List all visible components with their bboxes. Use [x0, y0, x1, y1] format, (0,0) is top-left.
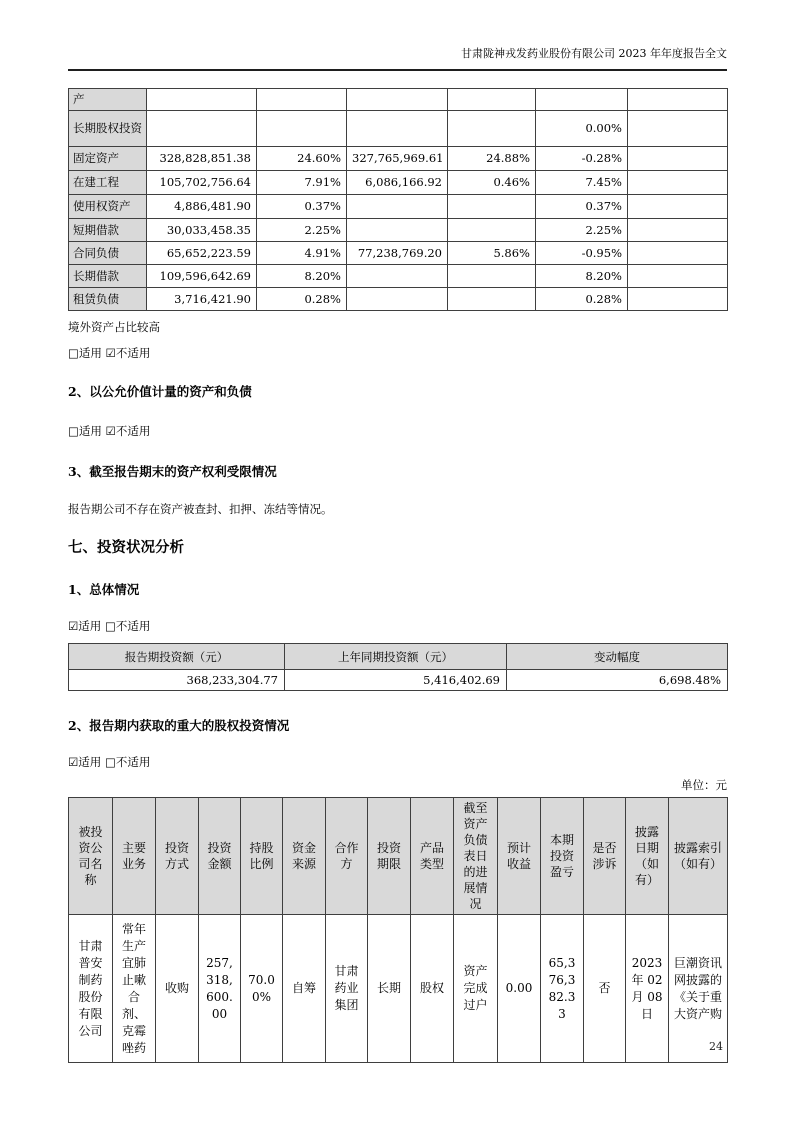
table-cell	[347, 265, 448, 288]
unit-label: 单位：元	[681, 778, 727, 792]
column-header: 披露索引（如有）	[669, 798, 728, 915]
table-cell: 368,233,304.77	[69, 670, 285, 691]
table-cell	[628, 219, 728, 242]
table-cell	[147, 111, 257, 147]
table-cell: 0.00	[498, 915, 541, 1063]
table-cell: 7.91%	[257, 171, 347, 195]
heading-equity-investment: 2、报告期内获取的重大的股权投资情况	[68, 718, 290, 733]
row-label-cell: 租赁负债	[69, 288, 147, 311]
table-cell: 甘肃药业集团	[326, 915, 368, 1063]
row-label-cell: 使用权资产	[69, 195, 147, 219]
table-cell	[448, 265, 536, 288]
table-cell: 4.91%	[257, 242, 347, 265]
heading-overall: 1、总体情况	[68, 582, 140, 597]
applicability-fair-value: □适用 ☑不适用	[68, 424, 151, 438]
table-cell: 65,376,382.33	[541, 915, 584, 1063]
table-cell: 257,318,600.00	[199, 915, 241, 1063]
table-cell	[448, 111, 536, 147]
table-cell	[448, 195, 536, 219]
table-row	[69, 219, 728, 242]
table-cell: 收购	[156, 915, 199, 1063]
restricted-assets-note: 报告期公司不存在资产被查封、扣押、冻结等情况。	[68, 502, 333, 516]
heading-investment-analysis: 七、投资状况分析	[68, 539, 184, 556]
asset-composition-table	[68, 88, 728, 311]
table-cell	[628, 242, 728, 265]
column-header: 主要业务	[113, 798, 156, 915]
table-cell: 77,238,769.20	[347, 242, 448, 265]
column-header: 本期投资盈亏	[541, 798, 584, 915]
table-cell	[257, 111, 347, 147]
table-cell: 105,702,756.64	[147, 171, 257, 195]
table-cell: 6,698.48%	[507, 670, 728, 691]
page-number: 24	[709, 1040, 723, 1053]
column-header: 是否涉诉	[584, 798, 626, 915]
table-cell	[347, 288, 448, 311]
row-label-cell: 固定资产	[69, 147, 147, 171]
column-header: 被投资公司名称	[69, 798, 113, 915]
table-cell: 否	[584, 915, 626, 1063]
table-cell	[536, 89, 628, 111]
applicability-equity: ☑适用 □不适用	[68, 755, 151, 769]
table-row	[69, 288, 728, 311]
table-cell: 8.20%	[257, 265, 347, 288]
table-cell	[628, 195, 728, 219]
table-cell: -0.28%	[536, 147, 628, 171]
table-cell: 0.37%	[257, 195, 347, 219]
table-cell	[257, 89, 347, 111]
row-label-cell: 产	[69, 89, 147, 111]
table-row	[69, 670, 728, 691]
table-header-row	[69, 644, 728, 670]
table-cell: 2023 年 02 月 08 日	[626, 915, 669, 1063]
table-cell	[347, 219, 448, 242]
table-row	[69, 89, 728, 111]
doc-header-title: 甘肃陇神戎发药业股份有限公司 2023 年年度报告全文	[461, 47, 727, 60]
table-row	[69, 265, 728, 288]
row-label-cell: 短期借款	[69, 219, 147, 242]
column-header: 投资期限	[368, 798, 411, 915]
table-cell	[628, 288, 728, 311]
table-cell: 5.86%	[448, 242, 536, 265]
column-header: 变动幅度	[507, 644, 728, 670]
table-cell	[448, 89, 536, 111]
table-cell	[628, 89, 728, 111]
table-cell: 股权	[411, 915, 454, 1063]
column-header: 合作方	[326, 798, 368, 915]
table-cell: 8.20%	[536, 265, 628, 288]
table-row	[69, 242, 728, 265]
table-cell: 长期	[368, 915, 411, 1063]
row-label-cell: 长期借款	[69, 265, 147, 288]
table-cell: 6,086,166.92	[347, 171, 448, 195]
table-header-row	[69, 798, 728, 915]
table-cell	[347, 195, 448, 219]
table-cell: 24.60%	[257, 147, 347, 171]
table-cell	[448, 288, 536, 311]
row-label-cell: 长期股权投资	[69, 111, 147, 147]
column-header: 产品类型	[411, 798, 454, 915]
table-cell: 2.25%	[257, 219, 347, 242]
table-cell	[628, 111, 728, 147]
table-row	[69, 147, 728, 171]
equity-investment-table	[68, 797, 728, 1063]
table-row	[69, 111, 728, 147]
table-cell: 65,652,223.59	[147, 242, 257, 265]
table-cell: 0.28%	[257, 288, 347, 311]
column-header: 投资方式	[156, 798, 199, 915]
table-cell: 甘肃普安制药股份有限公司	[69, 915, 113, 1063]
table-cell	[628, 265, 728, 288]
row-label-cell: 合同负债	[69, 242, 147, 265]
table-cell	[347, 111, 448, 147]
doc-header	[68, 0, 727, 71]
table-cell: 2.25%	[536, 219, 628, 242]
table-cell: 资产完成过户	[454, 915, 498, 1063]
column-header: 资金来源	[283, 798, 326, 915]
table-cell: 0.28%	[536, 288, 628, 311]
overseas-assets-note: 境外资产占比较高	[68, 320, 160, 334]
table-cell: 巨潮资讯网披露的《关于重大资产购	[669, 915, 728, 1063]
table-cell: 0.37%	[536, 195, 628, 219]
table-cell: 7.45%	[536, 171, 628, 195]
table-cell	[347, 89, 448, 111]
column-header: 预计收益	[498, 798, 541, 915]
table-row	[69, 195, 728, 219]
table-cell: 109,596,642.69	[147, 265, 257, 288]
heading-fair-value: 2、以公允价值计量的资产和负债	[68, 384, 252, 399]
table-cell	[448, 219, 536, 242]
overall-investment-table	[68, 643, 728, 691]
table-cell: 327,765,969.61	[347, 147, 448, 171]
table-cell	[147, 89, 257, 111]
table-cell: 328,828,851.38	[147, 147, 257, 171]
table-cell: 0.46%	[448, 171, 536, 195]
table-cell: 70.00%	[241, 915, 283, 1063]
table-cell: 30,033,458.35	[147, 219, 257, 242]
table-row	[69, 171, 728, 195]
table-cell: 3,716,421.90	[147, 288, 257, 311]
table-cell: 24.88%	[448, 147, 536, 171]
table-cell: 0.00%	[536, 111, 628, 147]
column-header: 上年同期投资额（元）	[285, 644, 507, 670]
table-cell: 5,416,402.69	[285, 670, 507, 691]
column-header: 投资金额	[199, 798, 241, 915]
heading-restricted-assets: 3、截至报告期末的资产权利受限情况	[68, 464, 277, 479]
column-header: 披露日期（如有）	[626, 798, 669, 915]
table-cell	[628, 147, 728, 171]
column-header: 截至资产负债表日的进展情况	[454, 798, 498, 915]
table-cell: 4,886,481.90	[147, 195, 257, 219]
applicability-overall: ☑适用 □不适用	[68, 619, 151, 633]
row-label-cell: 在建工程	[69, 171, 147, 195]
table-cell: 常年生产宜肺止嗽合剂、克霉唑药	[113, 915, 156, 1063]
table-cell	[628, 171, 728, 195]
table-cell: 自筹	[283, 915, 326, 1063]
column-header: 报告期投资额（元）	[69, 644, 285, 670]
table-cell: -0.95%	[536, 242, 628, 265]
table-row	[69, 915, 728, 1063]
column-header: 持股比例	[241, 798, 283, 915]
applicability-overseas: □适用 ☑不适用	[68, 346, 151, 360]
